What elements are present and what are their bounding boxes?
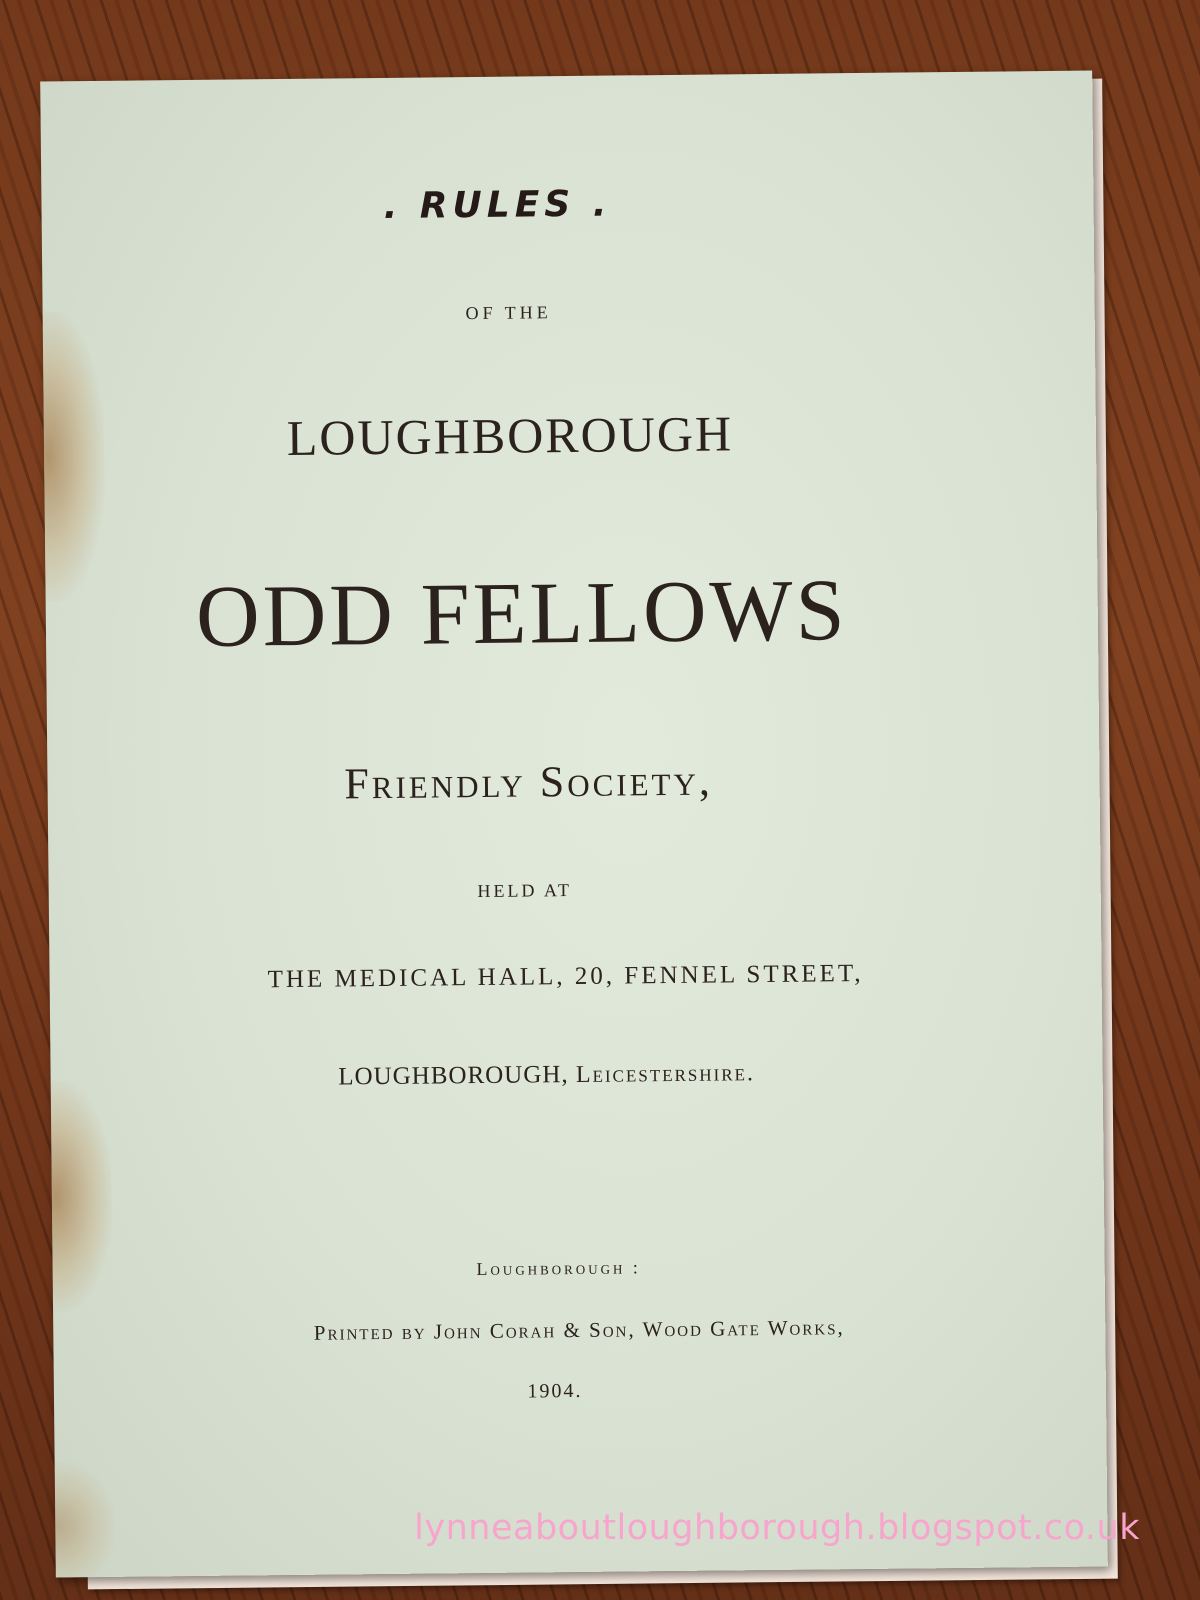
rules-title: . RULES .	[383, 183, 612, 227]
county-text: Leicestershire.	[575, 1060, 756, 1088]
society-type: Friendly Society,	[344, 755, 714, 809]
town-text: LOUGHBOROUGH,	[338, 1061, 569, 1091]
society-name: ODD FELLOWS	[195, 562, 848, 666]
blog-watermark: lynneaboutloughborough.blogspot.co.uk	[414, 1508, 1140, 1548]
town-county-line	[40, 1056, 1073, 1095]
of-the-text: OF THE	[465, 302, 552, 324]
booklet-cover	[40, 71, 1108, 1578]
imprint-place: Loughborough :	[476, 1257, 641, 1280]
rust-stain	[45, 1461, 116, 1578]
town-heading: LOUGHBOROUGH	[286, 405, 734, 466]
held-at-text: HELD AT	[477, 880, 573, 902]
imprint-year: 1904.	[527, 1379, 583, 1403]
imprint-printer: Printed by John Corah & Son, Wood Gate Works,	[313, 1315, 845, 1345]
address-line: THE MEDICAL HALL, 20, FENNEL STREET,	[267, 959, 864, 994]
